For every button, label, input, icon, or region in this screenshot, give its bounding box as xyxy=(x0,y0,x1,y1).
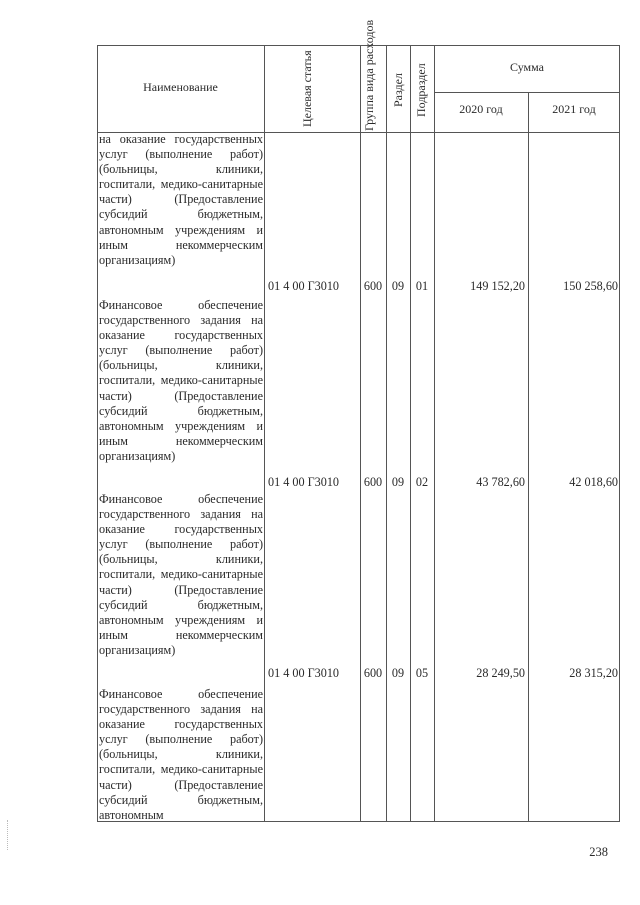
budget-table xyxy=(97,19,620,822)
row-subsection: 01 xyxy=(415,279,429,293)
row-description: Финансовое обеспечение государственного задания на оказание государственных услуг (выполнение работ) (больницы, клиники, госпитали, медико-санитарные части) (Предоставление субсидий бюджетным, автономным xyxy=(99,687,263,822)
row-target: 01 4 00 Г3010 xyxy=(268,666,340,680)
header-group: Группа вида расходов xyxy=(362,19,376,131)
row-group: 600 xyxy=(363,666,383,680)
header-year-2020: 2020 год xyxy=(459,102,503,116)
row-target: 01 4 00 Г3010 xyxy=(268,279,340,293)
row-sum-2020: 28 249,50 xyxy=(476,666,525,680)
header-subsection: Подраздел xyxy=(414,63,428,117)
row-sum-2020: 149 152,20 xyxy=(470,279,525,293)
header-target: Целевая статья xyxy=(300,50,314,127)
row-subsection: 05 xyxy=(415,666,429,680)
row-group: 600 xyxy=(363,475,383,489)
header-section: Раздел xyxy=(391,73,405,107)
row-subsection: 02 xyxy=(415,475,429,489)
col-divider xyxy=(434,45,435,822)
row-sum-2021: 42 018,60 xyxy=(569,475,618,489)
col-divider xyxy=(360,45,361,822)
row-sum-2020: 43 782,60 xyxy=(476,475,525,489)
header-name: Наименование xyxy=(143,80,218,94)
header-divider xyxy=(434,92,620,93)
row-group: 600 xyxy=(363,279,383,293)
row-section: 09 xyxy=(391,279,405,293)
row-sum-2021: 28 315,20 xyxy=(569,666,618,680)
col-divider xyxy=(264,45,265,822)
col-divider xyxy=(410,45,411,822)
scan-artifact xyxy=(7,820,9,850)
row-description: Финансовое обеспечение государственного задания на оказание государственных услуг (выполнение работ) (больницы, клиники, госпитали, медико-санитарные части) (Предоставление субсидий бюджетным, автономным учреждениям и иным некоммерческим организациям) xyxy=(99,492,263,657)
header-year-2021: 2021 год xyxy=(552,102,596,116)
row-sum-2021: 150 258,60 xyxy=(563,279,618,293)
row-section: 09 xyxy=(391,666,405,680)
col-divider xyxy=(386,45,387,822)
page-number: 238 xyxy=(589,845,608,859)
col-divider xyxy=(528,92,529,822)
row-description: Финансовое обеспечение государственного задания на оказание государственных услуг (выполнение работ) (больницы, клиники, госпитали, медико-санитарные части) (Предоставление субсидий бюджетным, автономным учреждениям и иным некоммерческим организациям) xyxy=(99,298,263,463)
header-sum: Сумма xyxy=(510,60,544,74)
row-description: на оказание государственных услуг (выполнение работ) (больницы, клиники, госпитали, медико-санитарные части) (Предоставление субсидий бюджетным, автономным учреждениям и иным некоммерческим организациям) xyxy=(99,132,263,267)
row-section: 09 xyxy=(391,475,405,489)
row-target: 01 4 00 Г3010 xyxy=(268,475,340,489)
